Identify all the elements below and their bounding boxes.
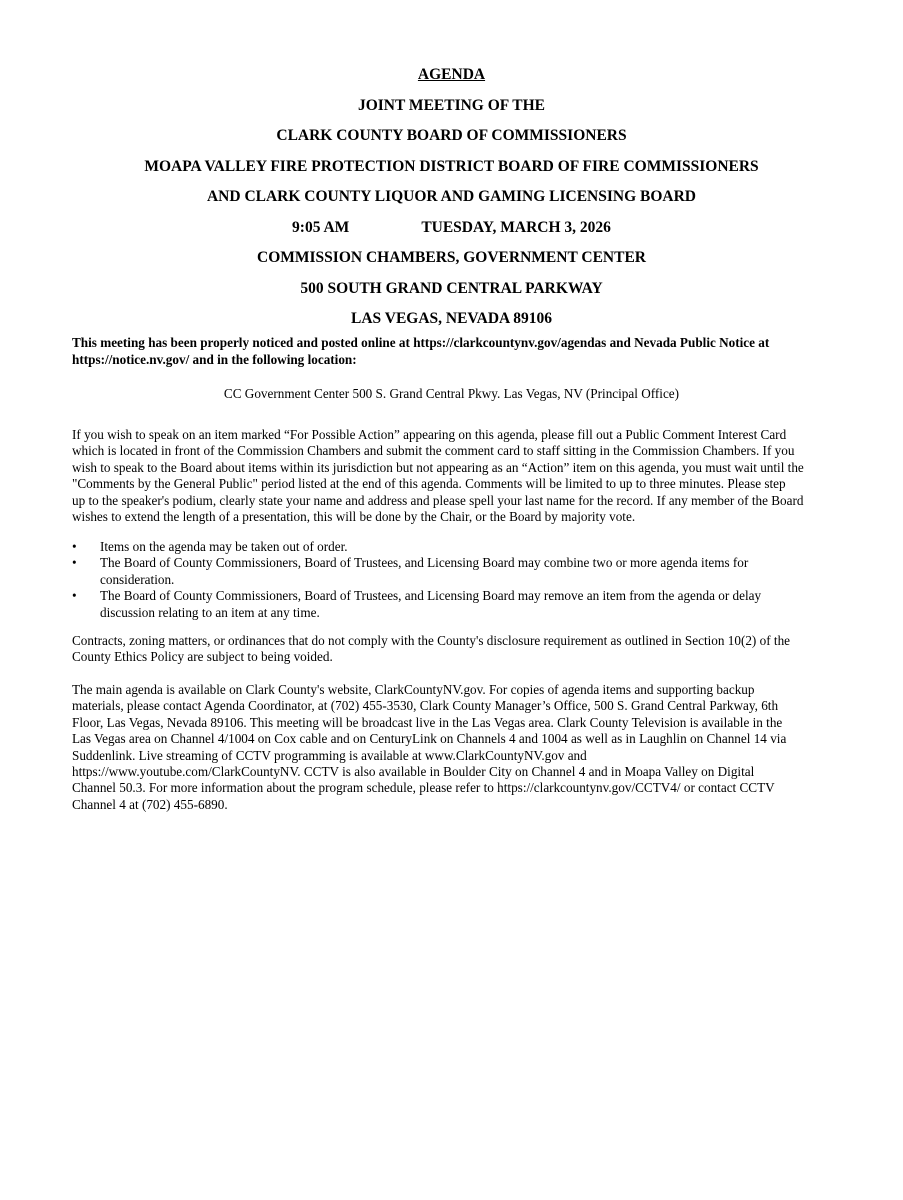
paragraph-line: County Ethics Policy are subject to being voided. [72, 649, 333, 665]
posting-notice [72, 334, 832, 368]
agenda-title: AGENDA [417, 66, 486, 83]
paragraph-line: The main agenda is available on Clark County's website, ClarkCountyNV.gov. For copies of agenda items and supporting backup [72, 682, 755, 697]
header-line-joint-meeting: JOINT MEETING OF THE [357, 96, 546, 114]
availability-paragraph [72, 682, 834, 813]
posting-notice-line: This meeting has been properly noticed and posted online at https://clarkcountynv.gov/agendas and Nevada Public Notice at [72, 335, 770, 350]
header-line-fire-district: MOAPA VALLEY FIRE PROTECTION DISTRICT BOARD OF FIRE COMMISSIONERS [144, 157, 759, 175]
paragraph-line: which is located in front of the Commission Chambers and submit the comment card to staff sitting in the Commission Chambers. If you [72, 443, 795, 459]
list-item-text: discussion relating to an item at any time. [100, 604, 320, 620]
paragraph-line: Channel 4 at (702) 455-6890. [72, 796, 228, 812]
paragraph-line: "Comments by the General Public" period listed at the end of this agenda. Comments will be limited to up to three minutes. Please step [72, 476, 786, 492]
list-item [72, 588, 834, 621]
list-item-text: The Board of County Commissioners, Board of Trustees, and Licensing Board may remove an item from the agenda or delay [100, 588, 762, 604]
paragraph-line: https://www.youtube.com/ClarkCountyNV. CCTV is also available in Boulder City on Channel 4 and in Moapa Valley on Digital [72, 764, 755, 780]
paragraph-line: Channel 50.3. For more information about the program schedule, please refer to https://clarkcountynv.gov/CCTV4/ or contact CCTV [72, 780, 775, 796]
paragraph-line: Suddenlink. Live streaming of CCTV programming is available at www.ClarkCountyNV.gov and [72, 747, 587, 763]
list-item-text: The Board of County Commissioners, Board of Trustees, and Licensing Board may combine two or more agenda items for [100, 555, 749, 571]
header-line-licensing-board: AND CLARK COUNTY LIQUOR AND GAMING LICENSING BOARD [206, 188, 696, 205]
paragraph-line: If you wish to speak on an item marked “For Possible Action” appearing on this agenda, please fill out a Public Comment Interest Card [72, 427, 787, 442]
meeting-time-date [0, 213, 903, 244]
paragraph-line: Contracts, zoning matters, or ordinances that do not comply with the County's disclosure requirement as outlined in Section 10(2) of the [72, 633, 791, 648]
disclosure-paragraph [72, 633, 834, 666]
bullet-marker: • [72, 555, 77, 571]
header-line-county-board: CLARK COUNTY BOARD OF COMMISSIONERS [276, 127, 627, 144]
bullet-marker: • [72, 588, 77, 604]
meeting-city: LAS VEGAS, NEVADA 89106 [351, 310, 552, 327]
meeting-venue: COMMISSION CHAMBERS, GOVERNMENT CENTER [257, 249, 646, 266]
public-comment-paragraph [72, 427, 834, 525]
bullet-marker: • [72, 539, 77, 554]
list-item [72, 539, 834, 555]
posting-notice-line: https://notice.nv.gov/ and in the following location: [72, 352, 357, 367]
agenda-header [0, 60, 903, 335]
meeting-address: 500 SOUTH GRAND CENTRAL PARKWAY [300, 279, 603, 297]
paragraph-line: up to the speaker's podium, clearly state your name and address and please spell your last name for the record. If any member of the Board [72, 492, 804, 508]
list-item-text: consideration. [100, 571, 175, 587]
paragraph-line: Floor, Las Vegas, Nevada 89106. This meeting will be broadcast live in the Las Vegas area. Clark County Television is available in the [72, 714, 783, 730]
paragraph-line: wishes to extend the length of a presentation, this will be done by the Chair, or the Board by majority vote. [72, 509, 636, 525]
list-item-text: Items on the agenda may be taken out of order. [100, 539, 348, 554]
paragraph-line: materials, please contact Agenda Coordinator, at (702) 455-3530, Clark County Manager’s Office, 500 S. Grand Central Parkway, 6th [72, 698, 779, 714]
meeting-time: 9:05 AM [292, 218, 350, 236]
meeting-date: TUESDAY, MARCH 3, 2026 [421, 218, 611, 236]
paragraph-line: wish to speak to the Board about items within its jurisdiction but not appearing as an “Action” item on this agenda, you must wait until the [72, 459, 804, 475]
paragraph-line: Las Vegas area on Channel 4/1004 on Cox cable and on CenturyLink on Channels 4 and 1004 as well as in Laughlin on Channel 14 via [72, 731, 787, 747]
posting-location: CC Government Center 500 S. Grand Central Pkwy. Las Vegas, NV (Principal Office) [223, 386, 680, 401]
agenda-rules-list [72, 539, 834, 621]
list-item [72, 555, 834, 588]
